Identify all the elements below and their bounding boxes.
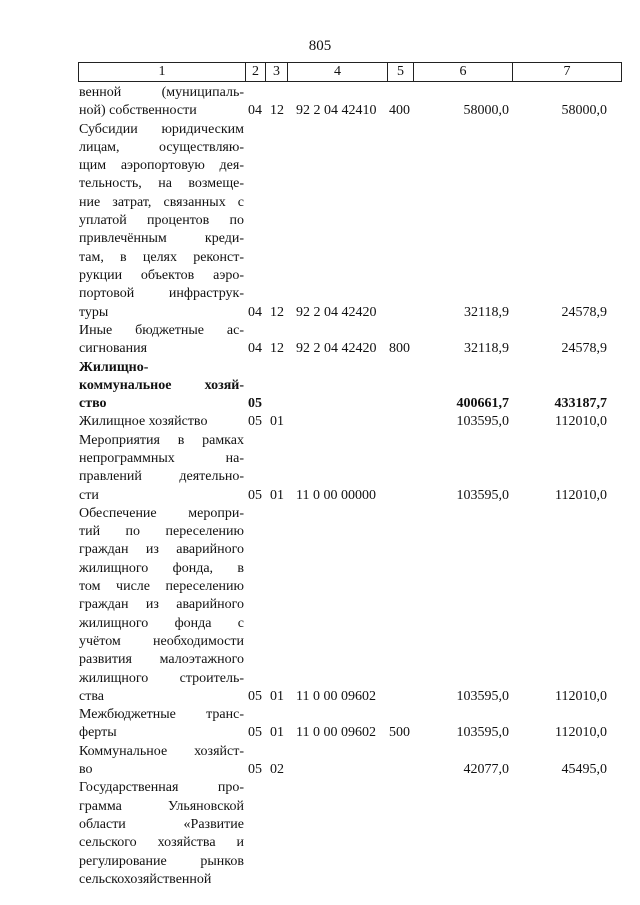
description-line: Жилищно- <box>79 359 149 375</box>
description-line: развития малоэтажного <box>79 652 244 668</box>
description-line: граждан из аварийного <box>79 597 244 613</box>
cell-col-6: 58000,0 <box>463 103 509 119</box>
description-line: ние затрат, связанных с <box>79 194 244 210</box>
description-line: непрограммных на- <box>79 450 244 466</box>
description-line: во <box>79 762 93 778</box>
cell-col-3: 12 <box>270 304 284 320</box>
table-row <box>0 505 640 706</box>
description-line: венной (муниципаль- <box>79 85 244 100</box>
cell-col-6: 103595,0 <box>456 688 509 704</box>
description-line: том числе переселению <box>79 579 244 595</box>
cell-col-4: 11 0 00 09602 <box>296 688 376 704</box>
cell-col-2: 05 <box>248 725 262 741</box>
description-line: сельского хозяйства и <box>79 835 244 851</box>
description-line: тий по переселению <box>79 524 244 540</box>
description-line: Субсидии юридическим <box>79 121 244 137</box>
description-line: уплатой процентов по <box>79 213 244 229</box>
description-line: учётом необходимости <box>79 633 244 649</box>
cell-col-3: 12 <box>270 103 284 119</box>
cell-col-4: 11 0 00 00000 <box>296 487 376 503</box>
description-line: Мероприятия в рамках <box>79 432 244 448</box>
description-line: граждан из аварийного <box>79 542 244 558</box>
description-line: лицам, осуществляю- <box>79 139 244 155</box>
cell-col-6: 103595,0 <box>456 487 509 503</box>
description-line: жилищного строитель- <box>79 670 244 686</box>
table-header <box>78 62 622 82</box>
description-line: сигнования <box>79 341 148 357</box>
header-col-1: 1 <box>79 63 246 81</box>
table-row <box>0 322 640 359</box>
cell-col-3: 01 <box>270 725 284 741</box>
row-description <box>79 505 244 706</box>
description-line: портовой инфраструк- <box>79 286 244 302</box>
cell-col-2: 05 <box>248 487 262 503</box>
cell-col-5: 500 <box>389 725 410 741</box>
row-description <box>79 121 244 322</box>
table-row <box>0 432 640 505</box>
cell-col-6: 32118,9 <box>464 304 509 320</box>
cell-col-3: 12 <box>270 341 284 357</box>
cell-col-4: 92 2 04 42420 <box>296 341 377 357</box>
description-line: сти <box>79 487 99 503</box>
table-row <box>0 413 640 431</box>
description-line: ной) собственности <box>79 103 197 119</box>
cell-col-3: 01 <box>270 414 284 430</box>
cell-col-2: 04 <box>248 103 262 119</box>
cell-col-4: 11 0 00 09602 <box>296 725 376 741</box>
description-line: Межбюджетные транс- <box>79 707 244 723</box>
cell-col-6: 32118,9 <box>464 341 509 357</box>
description-line: области «Развитие <box>79 816 244 832</box>
description-line: правлений деятельно- <box>79 469 244 485</box>
description-line: коммунальное хозяй- <box>79 377 244 393</box>
cell-col-4: 92 2 04 42420 <box>296 304 377 320</box>
cell-col-7: 433187,7 <box>554 396 607 412</box>
header-col-4: 4 <box>288 63 388 81</box>
description-line: там, в целях реконст- <box>79 249 244 265</box>
table-row <box>0 743 640 780</box>
description-line: Жилищное хозяйство <box>79 414 208 430</box>
cell-col-3: 02 <box>270 762 284 778</box>
cell-col-3: 01 <box>270 688 284 704</box>
row-description <box>79 779 244 889</box>
cell-col-2: 05 <box>248 396 262 412</box>
header-col-6: 6 <box>414 63 513 81</box>
header-col-2: 2 <box>246 63 266 81</box>
cell-col-6: 103595,0 <box>456 725 509 741</box>
table-row <box>0 121 640 322</box>
description-line: Государственная про- <box>79 780 244 796</box>
row-description <box>79 706 244 743</box>
cell-col-6: 42077,0 <box>463 762 509 778</box>
description-line: сельскохозяйственной <box>79 871 212 887</box>
row-description <box>79 413 244 431</box>
row-description <box>79 432 244 505</box>
page-number: 805 <box>308 38 332 54</box>
cell-col-7: 112010,0 <box>555 414 607 430</box>
cell-col-6: 400661,7 <box>456 396 509 412</box>
cell-col-2: 04 <box>248 304 262 320</box>
description-line: туры <box>79 304 109 320</box>
cell-col-7: 112010,0 <box>555 487 607 503</box>
row-description <box>79 743 244 780</box>
cell-col-5: 800 <box>389 341 410 357</box>
cell-col-7: 112010,0 <box>555 688 607 704</box>
description-line: жилищного фонда, в <box>79 560 244 576</box>
description-line: Обеспечение меропри- <box>79 505 244 521</box>
description-line: тельность, на возмеще- <box>79 176 244 192</box>
cell-col-7: 45495,0 <box>561 762 607 778</box>
description-line: Коммунальное хозяйст- <box>79 743 244 759</box>
row-description <box>79 84 244 121</box>
cell-col-6: 103595,0 <box>456 414 509 430</box>
description-line: Иные бюджетные ас- <box>79 322 244 338</box>
row-description <box>79 359 244 414</box>
description-line: жилищного фонда с <box>79 615 244 631</box>
description-line: ство <box>79 396 107 412</box>
description-line: рукции объектов аэро- <box>79 267 244 283</box>
description-line: привлечённым креди- <box>79 231 244 247</box>
cell-col-7: 24578,9 <box>561 341 607 357</box>
header-col-5: 5 <box>388 63 414 81</box>
table-row <box>0 84 640 121</box>
description-line: ферты <box>79 725 117 741</box>
cell-col-4: 92 2 04 42410 <box>296 103 377 119</box>
header-col-3: 3 <box>266 63 288 81</box>
cell-col-5: 400 <box>389 103 410 119</box>
cell-col-2: 05 <box>248 762 262 778</box>
cell-col-2: 05 <box>248 414 262 430</box>
cell-col-7: 58000,0 <box>561 103 607 119</box>
cell-col-2: 04 <box>248 341 262 357</box>
table-row <box>0 706 640 743</box>
row-description <box>79 322 244 359</box>
table-row <box>0 359 640 414</box>
header-col-7: 7 <box>563 64 571 79</box>
table-row <box>0 779 640 889</box>
description-line: регулирование рынков <box>79 853 244 869</box>
cell-col-2: 05 <box>248 688 262 704</box>
description-line: грамма Ульяновской <box>79 798 244 814</box>
cell-col-3: 01 <box>270 487 284 503</box>
description-line: щим аэропортовую дея- <box>79 158 244 174</box>
cell-col-7: 24578,9 <box>561 304 607 320</box>
cell-col-7: 112010,0 <box>555 725 607 741</box>
description-line: ства <box>79 688 104 704</box>
